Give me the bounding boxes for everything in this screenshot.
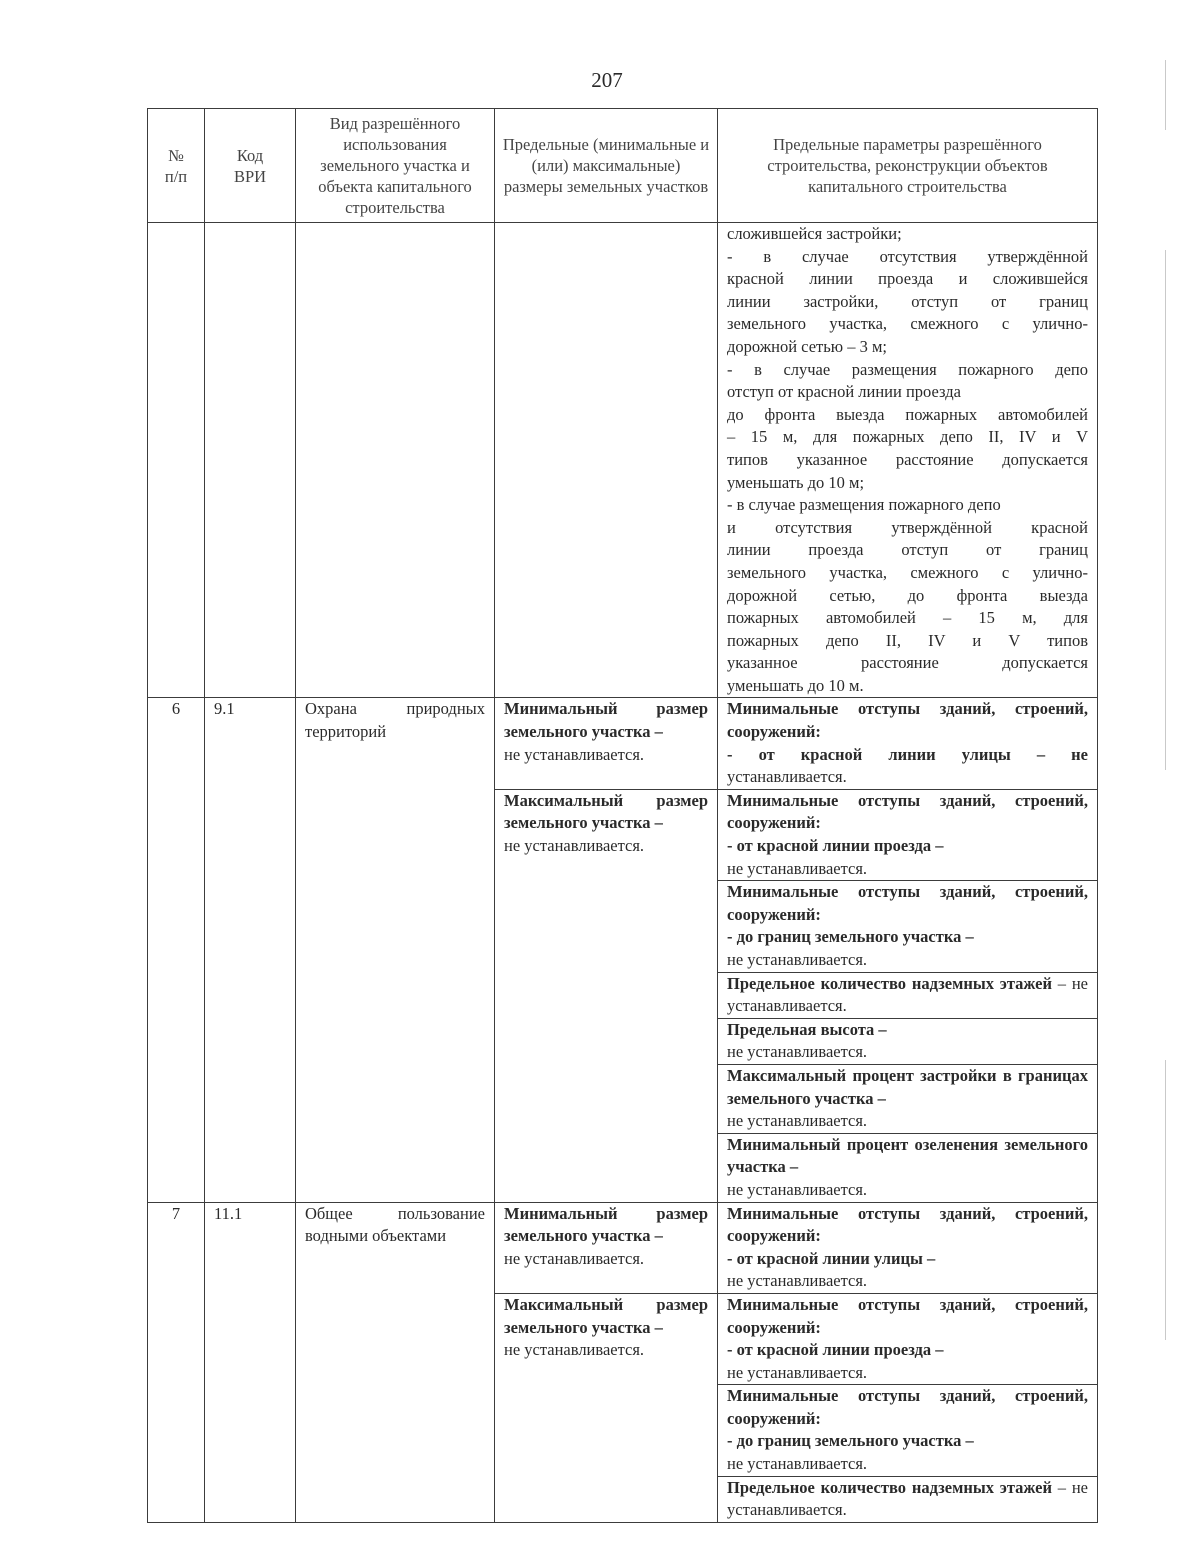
- min-size-cell: [495, 698, 718, 789]
- header-sizes: [495, 109, 718, 223]
- cont-line: дорожной сетью – 3 м;: [727, 336, 887, 356]
- cont-line: уменьшать до 10 м.: [727, 675, 864, 695]
- max-size-title: Максимальный размер земельного участка –: [504, 790, 708, 833]
- min-size-title: Минимальный размер земельного участка –: [504, 699, 708, 742]
- param-cell: [718, 1064, 1098, 1133]
- row-number: 7: [148, 1202, 205, 1522]
- max-size-cell: [495, 789, 718, 1202]
- header-params-text: Предельные параметры разрешённого строительства, реконструкции объектов капитального строительства: [767, 135, 1048, 196]
- cont-line: - в случае размещения пожарного депо: [727, 359, 1088, 379]
- page-number: 207: [591, 68, 623, 92]
- param-sub: - от красной линии улицы –: [727, 1248, 936, 1268]
- max-size-cell: [495, 1293, 718, 1522]
- table-header-row: [148, 109, 1098, 223]
- param-value: устанавливается.: [727, 767, 847, 787]
- cont-num-cell: [148, 223, 205, 698]
- param-title: Минимальные отступы зданий, строений, сооружений:: [727, 1386, 1088, 1428]
- scan-edge-mark: [1165, 60, 1166, 130]
- header-num-text: № п/п: [164, 145, 188, 186]
- header-num: [148, 109, 205, 223]
- min-size-value: не устанавливается.: [504, 744, 645, 764]
- param-value: не устанавливается.: [727, 1042, 868, 1062]
- cont-line: сложившейся застройки;: [727, 224, 902, 243]
- param-sub: - до границ земельного участка –: [727, 1431, 974, 1451]
- min-size-cell: [495, 1202, 718, 1293]
- regulations-table: [147, 108, 1098, 1523]
- param-value: не устанавливается.: [727, 1179, 868, 1199]
- table-row: [148, 1202, 1098, 1293]
- param-title: Минимальные отступы зданий, строений, сооружений:: [727, 790, 1088, 833]
- param-title: Предельное количество надземных этажей: [727, 1477, 1053, 1497]
- param-cell: [718, 1018, 1098, 1064]
- cont-line: пожарных депо II, IV и V типов: [727, 630, 1088, 650]
- param-value: не устанавливается.: [727, 950, 868, 969]
- scan-edge-mark: [1165, 250, 1166, 770]
- continuation-row: [148, 223, 1098, 698]
- max-size-value: не устанавливается.: [504, 836, 645, 856]
- param-cell: [718, 881, 1098, 972]
- max-size-title: Максимальный размер земельного участка –: [504, 1294, 708, 1337]
- header-vri: [296, 109, 495, 223]
- param-value: не устанавливается.: [727, 1271, 868, 1291]
- param-title: Минимальный процент озеленения земельного участка –: [727, 1134, 1088, 1177]
- vri-name: Общее пользование водными объектами: [296, 1202, 495, 1522]
- param-cell: [718, 972, 1098, 1018]
- param-value: – не устанавливается.: [727, 1477, 1088, 1520]
- param-title: Предельное количество надземных этажей: [727, 973, 1053, 993]
- param-value: – не устанавливается.: [727, 973, 1088, 1016]
- header-params: [718, 109, 1098, 223]
- row-number: 6: [148, 698, 205, 1202]
- param-title: Минимальные отступы зданий, строений, сооружений:: [727, 1203, 1088, 1246]
- header-code: [205, 109, 296, 223]
- cont-line: типов указанное расстояние допускается: [727, 449, 1088, 469]
- param-value: не устанавливается.: [727, 1454, 868, 1474]
- header-code-text: Код ВРИ: [233, 145, 267, 186]
- header-vri-text: Вид разрешённого использования земельного участка и объекта капитального строительства: [318, 114, 472, 217]
- header-sizes-text: Предельные (минимальные и (или) максимальные) размеры земельных участков: [502, 135, 710, 196]
- cont-line: линии проезда отступ от границ: [727, 540, 1088, 560]
- param-cell: [718, 1476, 1098, 1522]
- param-title: Предельная высота –: [727, 1019, 887, 1039]
- param-cell: [718, 1133, 1098, 1202]
- cont-size-cell: [495, 223, 718, 698]
- param-value: не устанавливается.: [727, 1362, 868, 1382]
- min-size-title: Минимальный размер земельного участка –: [504, 1203, 708, 1246]
- vri-code: 9.1: [205, 698, 296, 1202]
- cont-line: до фронта выезда пожарных автомобилей: [727, 404, 1088, 424]
- max-size-value: не устанавливается.: [504, 1340, 645, 1360]
- param-cell: [718, 698, 1098, 789]
- continuation-text: [718, 223, 1098, 698]
- param-value: не устанавливается.: [727, 1111, 868, 1131]
- cont-line: отступ от красной линии проезда: [727, 382, 961, 402]
- param-cell: [718, 1293, 1098, 1384]
- cont-line: земельного участка, смежного с улично-: [727, 314, 1088, 334]
- param-title: Минимальные отступы зданий, строений, сооружений:: [727, 1294, 1088, 1337]
- cont-line: красной линии проезда и сложившейся: [727, 269, 1088, 289]
- vri-name: Охрана природных территорий: [296, 698, 495, 1202]
- param-title: Максимальный процент застройки в границах земельного участка –: [727, 1065, 1088, 1108]
- param-cell: [718, 1202, 1098, 1293]
- cont-line: уменьшать до 10 м;: [727, 472, 865, 492]
- param-title: Минимальные отступы зданий, строений, сооружений:: [727, 882, 1088, 924]
- param-value: не устанавливается.: [727, 858, 868, 878]
- vri-code: 11.1: [205, 1202, 296, 1522]
- param-cell: [718, 789, 1098, 880]
- cont-line: пожарных автомобилей – 15 м, для: [727, 608, 1088, 628]
- cont-vri-cell: [296, 223, 495, 698]
- table-row: [148, 698, 1098, 789]
- param-title: Минимальные отступы зданий, строений, сооружений:: [727, 699, 1088, 742]
- cont-line: – 15 м, для пожарных депо II, IV и V: [727, 427, 1088, 447]
- cont-code-cell: [205, 223, 296, 698]
- cont-line: земельного участка, смежного с улично-: [727, 562, 1088, 582]
- cont-line: - в случае размещения пожарного депо: [727, 495, 1001, 515]
- cont-line: дорожной сетью, до фронта выезда: [727, 585, 1088, 605]
- param-sub: - до границ земельного участка –: [727, 927, 974, 947]
- cont-line: линии застройки, отступ от границ: [727, 291, 1088, 311]
- param-cell: [718, 1385, 1098, 1476]
- scan-edge-mark: [1165, 1060, 1166, 1340]
- param-sub: - от красной линии проезда –: [727, 836, 944, 856]
- cont-line: и отсутствия утверждённой красной: [727, 517, 1088, 537]
- cont-line: указанное расстояние допускается: [727, 653, 1088, 673]
- param-sub: - от красной линии проезда –: [727, 1340, 944, 1360]
- min-size-value: не устанавливается.: [504, 1248, 645, 1268]
- param-sub: - от красной линии улицы – не: [727, 744, 1088, 764]
- cont-line: - в случае отсутствия утверждённой: [727, 246, 1088, 266]
